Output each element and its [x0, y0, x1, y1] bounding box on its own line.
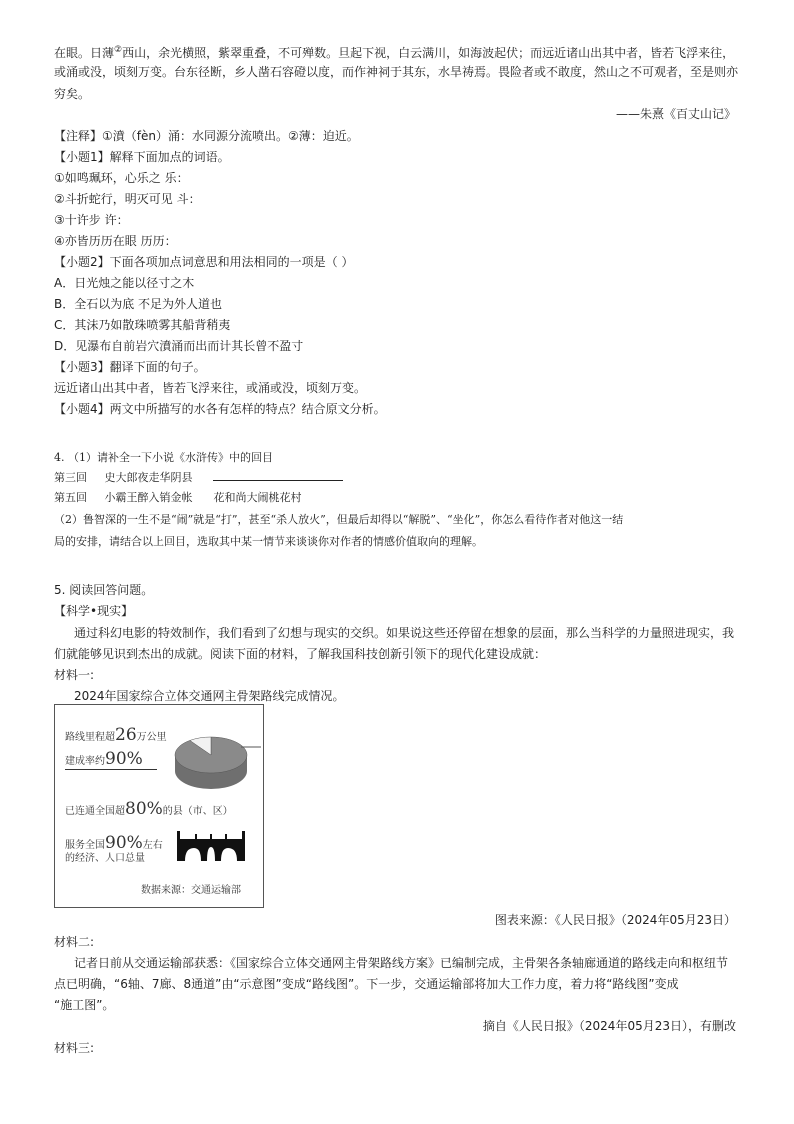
- s5-tag: 【科学•现实】: [54, 604, 134, 618]
- q2-option-d: D．见瀑布自前岩穴濆涌而出而计其长曾不盈寸: [54, 339, 304, 353]
- q1-item-a: ①如鸣珮环，心乐之 乐：: [54, 171, 189, 185]
- s4-row-1: 第三回 史大郎夜走华阴县: [54, 470, 343, 486]
- infographic-economy: 的经济、人口总量: [65, 853, 145, 864]
- chart-source: 图表来源：《人民日报》（2024年05月23日）: [494, 913, 736, 927]
- passage-line-3: 穷矣。: [54, 87, 91, 101]
- answer-blank[interactable]: [213, 470, 343, 481]
- notes: 【注释】①濆（fèn）涌：水同源分流喷出。②薄：迫近。: [54, 129, 359, 143]
- q1-item-d: ④亦皆历历在眼 历历：: [54, 234, 177, 248]
- s4-p2-line-1: （2）鲁智深的一生不是“闹”就是“打”，甚至“杀人放火”，但最后却得以“解脱”、“坐化”，你怎么看待作者对他这一结: [54, 513, 624, 526]
- infographic-mileage: 路线里程超26万公里: [65, 725, 167, 745]
- bridge-icon: [175, 831, 247, 861]
- q1-title: 【小题1】解释下面加点的词语。: [54, 150, 230, 164]
- passage-line-2: 或涌或没，顷刻万变。台东径断，乡人凿石容磴以度，而作神祠于其东，水旱祷焉。畏险者或不敢度，然山之不可观者，至是则亦: [54, 65, 739, 79]
- pie-chart: [171, 727, 263, 795]
- material-2-line-1: 记者日前从交通运输部获悉：《国家综合立体交通网主骨架路线方案》已编制完成，主骨架各条轴廊通道的路线走向和枢纽节: [74, 956, 729, 970]
- material-2-source: 摘自《人民日报》（2024年05月23日），有删改: [482, 1019, 736, 1033]
- q3-text: 远近诸山出其中者，皆若飞浮来往，或涌或没，顷刻万变。: [54, 381, 367, 395]
- passage-line-1: 在眼。日薄②西山，余光横照，紫翠重叠，不可殚数。旦起下视，白云满川，如海波起伏；而远近诸山出其中者，皆若飞浮来往，: [54, 45, 735, 60]
- q1-item-c: ③十许步 许：: [54, 213, 129, 227]
- s5-heading: 5. 阅读回答问题。: [54, 583, 154, 597]
- passage-source: ——朱熹《百丈山记》: [615, 107, 736, 121]
- s4-p2-line-2: 局的安排，请结合以上回目，选取其中某一情节来谈谈你对作者的情感价值取向的理解。: [54, 535, 483, 548]
- q2-option-c: C．其沫乃如散珠喷雾其船背稍夷: [54, 318, 231, 332]
- s4-heading: 4. （1）请补全一下小说《水浒传》中的回目: [54, 451, 273, 464]
- q4-title: 【小题4】两文中所描写的水各有怎样的特点？结合原文分析。: [54, 402, 386, 416]
- infographic-rate: 建成率约90%: [65, 749, 157, 770]
- material-1-label: 材料一:: [54, 668, 95, 682]
- material-2-label: 材料二:: [54, 935, 95, 949]
- q2-option-b: B．全石以为底 不足为外人道也: [54, 297, 223, 311]
- infographic-county: 已连通全国超80%的县（市、区）: [65, 799, 233, 819]
- infographic-service: 服务全国90%左右: [65, 833, 163, 853]
- q2-title: 【小题2】下面各项加点词意思和用法相同的一项是（ ）: [54, 255, 354, 269]
- infographic: [54, 704, 264, 908]
- s5-intro-line-2: 们就能够见识到杰出的成就。阅读下面的材料，了解我国科技创新引领下的现代化建设成就：: [54, 647, 547, 661]
- material-2-line-3: “施工图”。: [54, 998, 115, 1012]
- infographic-data-source: 数据来源：交通运输部: [141, 885, 241, 896]
- q1-item-b: ②斗折蛇行，明灭可见 斗：: [54, 192, 201, 206]
- s4-row-2: 第五回 小霸王醉入销金帐 花和尚大闹桃花村: [54, 491, 302, 504]
- material-1-desc: 2024年国家综合立体交通网主骨架路线完成情况。: [74, 689, 345, 703]
- s5-intro-line-1: 通过科幻电影的特效制作，我们看到了幻想与现实的交织。如果说这些还停留在想象的层面，那么当科学的力量照进现实，我: [74, 626, 735, 640]
- q3-title: 【小题3】翻译下面的句子。: [54, 360, 206, 374]
- q2-option-a: A．日光烛之能以径寸之木: [54, 276, 195, 290]
- material-2-line-2: 点已明确，“6轴、7廊、8通道”由“示意图”变成“路线图”。下一步，交通运输部将加大工作力度，着力将“路线图”变成: [54, 977, 679, 991]
- material-3-label: 材料三:: [54, 1041, 95, 1055]
